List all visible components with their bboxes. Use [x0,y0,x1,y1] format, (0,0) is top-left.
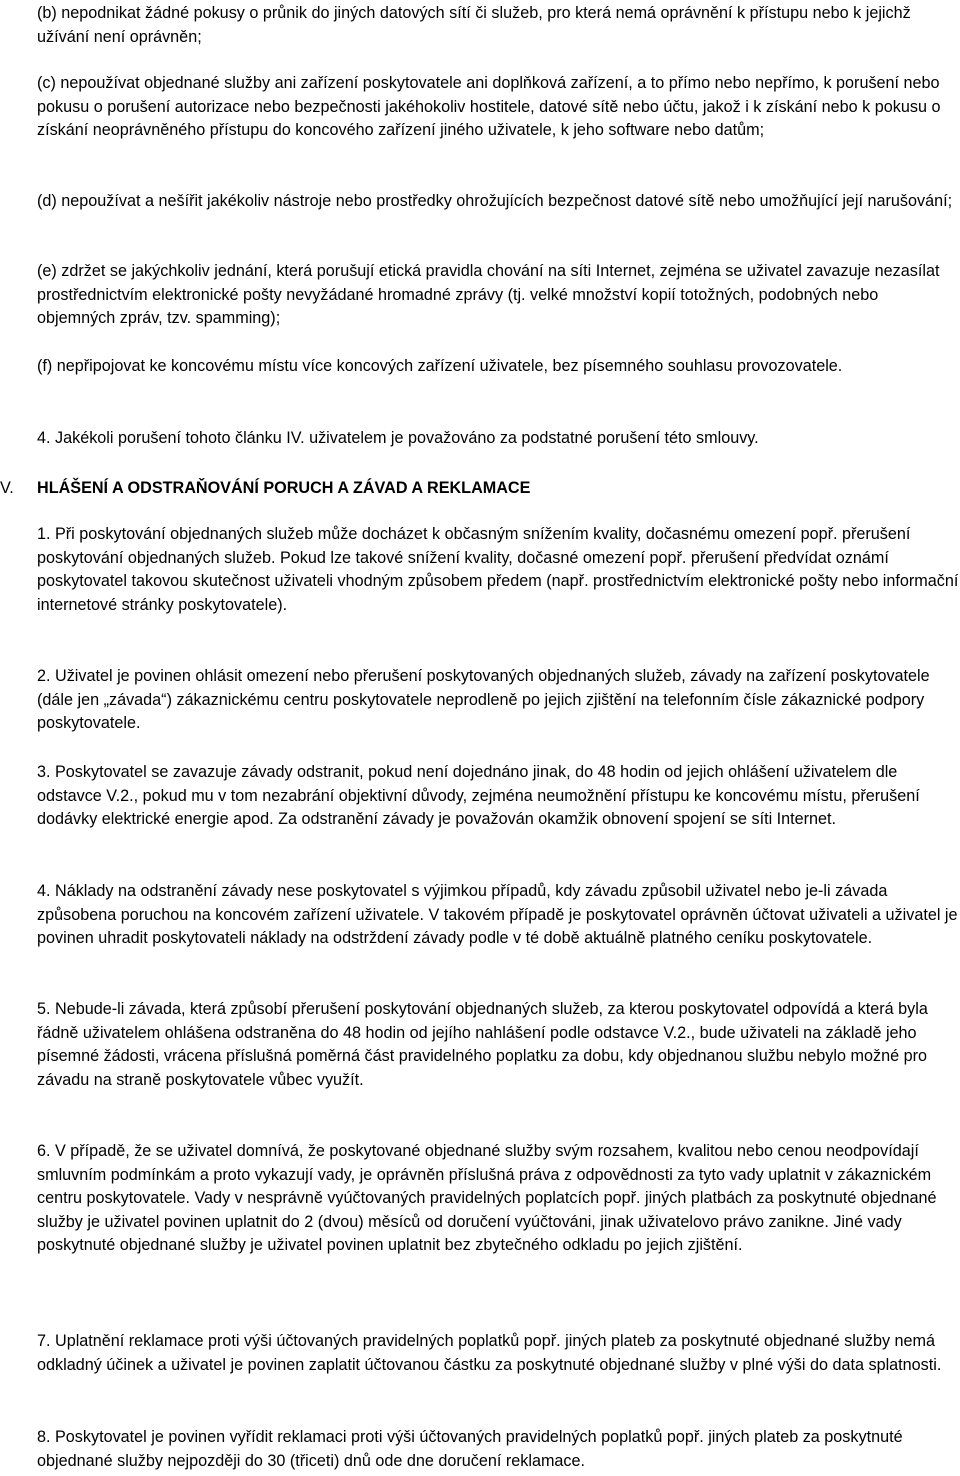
paragraph-3-text: 3. Poskytovatel se zavazuje závady odstranit, pokud není dojednáno jinak, do 48 hodin od jejich ohlášení uživatelem dle odstavce V.2., pokud mu v tom nezabrání objektivní důvody, zejména neumožnění přístupu ke koncovému místu, přerušení dodávky elektrické energie apod. Za odstranění závady je považován okamžik obnovení spojení se síti Internet. [37,763,920,828]
item-e [37,260,959,331]
paragraph-3 [37,761,959,832]
paragraph-8 [37,1426,959,1473]
paragraph-4 [37,880,959,951]
paragraph-7-text: 7. Uplatnění reklamace proti výši účtovaných pravidelných poplatků popř. jiných plateb za poskytnuté objednané služby nemá odkladný účinek a uživatel je povinen zaplatit účtovanou částku za poskytnuté objednané služby v plné výši do data splatnosti. [37,1332,942,1374]
item-f-text: (f) nepřipojovat ke koncovému místu více koncových zařízení uživatele, bez písemného souhlasu provozovatele. [37,357,843,375]
article-4-paragraph [37,427,959,451]
paragraph-6 [37,1140,959,1258]
section-number: V. [0,479,14,497]
item-d [37,190,959,214]
item-c [37,72,959,143]
section-title: HLÁŠENÍ A ODSTRAŇOVÁNÍ PORUCH A ZÁVAD A REKLAMACE [37,479,531,497]
item-e-text: (e) zdržet se jakýchkoliv jednání, která porušují etická pravidla chování na síti Internet, zejména se uživatel zavazuje nezasílat prostřednictvím elektronické pošty nevyžádané hromadné zprávy (tj. velké množství kopií totožných, podobných nebo objemných zpráv, tzv. spamming); [37,262,940,327]
article-4-text: 4. Jakékoli porušení tohoto článku IV. uživatelem je považováno za podstatné porušení této smlouvy. [37,429,759,447]
paragraph-2 [37,665,959,736]
paragraph-7 [37,1330,959,1377]
paragraph-5 [37,998,959,1092]
item-b [37,2,959,49]
paragraph-4-text: 4. Náklady na odstranění závady nese poskytovatel s výjimkou případů, kdy závadu způsobil uživatel nebo je-li závada způsobena poruchou na koncovém zařízení uživatele. V takovém případě je poskytovatel oprávněn účtovat uživateli a uživatel je povinen uhradit poskytovateli náklady na odstrždení závady podle v té době aktuálně platného ceníku poskytovatele. [37,882,958,947]
paragraph-8-text: 8. Poskytovatel je povinen vyřídit reklamaci proti výši účtovaných pravidelných poplatků popř. jiných plateb za poskytnuté objednané služby nejpozději do 30 (třiceti) dnů ode dne doručení reklamace. [37,1428,903,1470]
item-d-text: (d) nepoužívat a nešířit jakékoliv nástroje nebo prostředky ohrožujících bezpečnost datové sítě nebo umožňující její narušování; [37,192,953,210]
paragraph-5-text: 5. Nebude-li závada, která způsobí přerušení poskytování objednaných služeb, za kterou poskytovatel odpovídá a která byla řádně uživatelem ohlášena odstraněna do 48 hodin od jejího nahlášení podle odstavce V.2., bude uživateli na základě jeho písemné žádosti, vrácena příslušná poměrná část pravidelného poplatku za dobu, kdy objednanou službu nebylo možné pro závadu na straně poskytovatele vůbec využít. [37,1000,928,1089]
paragraph-2-text: 2. Uživatel je povinen ohlásit omezení nebo přerušení poskytovaných objednaných služeb, závady na zařízení poskytovatele (dále jen „závada“) zákaznickému centru poskytovatele neprodleně po jejich zjištění na telefonním čísle zákaznické podpory poskytovatele. [37,667,930,732]
item-f [37,355,959,379]
item-b-text: (b) nepodnikat žádné pokusy o průnik do jiných datových sítí či služeb, pro která nemá oprávnění k přístupu nebo k jejichž užívání není oprávněn; [37,4,911,46]
paragraph-1-text: 1. Při poskytování objednaných služeb může docházet k občasným snížením kvality, dočasnému omezení popř. přerušení poskytování objednaných služeb. Pokud lze takové snížení kvality, dočasné omezení popř. přerušení předvídat oznámí poskytovatel takovou skutečnost uživateli vhodným způsobem předem (např. prostřednictvím elektronické pošty nebo informační internetové stránky poskytovatele). [37,525,959,614]
paragraph-1 [37,523,959,617]
item-c-text: (c) nepoužívat objednané služby ani zařízení poskytovatele ani doplňková zařízení, a to přímo nebo nepřímo, k porušení nebo pokusu o porušení autorizace nebo bezpečnosti jakéhokoliv hostitele, datové sítě nebo účtu, jakož i k získání nebo k pokusu o získání neoprávněného přístupu do koncového zařízení jiného uživatele, k jeho software nebo datům; [37,74,941,139]
paragraph-6-text: 6. V případě, že se uživatel domnívá, že poskytované objednané služby svým rozsahem, kvalitou nebo cenou neodpovídají smluvním podmínkám a proto vykazují vady, je oprávněn příslušná práva z odpovědnosti za tyto vady uplatnit v zákaznickém centru poskytovatele. Vady v nesprávně vyúčtovaných pravidelných poplatcích popř. jiných platbách za poskytnuté objednané služby je uživatel povinen uplatnit do 2 (dvou) měsíců od doručení vyúčtováni, jinak uživatelovo právo zanikne. Jiné vady poskytnuté objednané služby je uživatel povinen uplatnit bez zbytečného odkladu po jejich zjištění. [37,1142,937,1254]
